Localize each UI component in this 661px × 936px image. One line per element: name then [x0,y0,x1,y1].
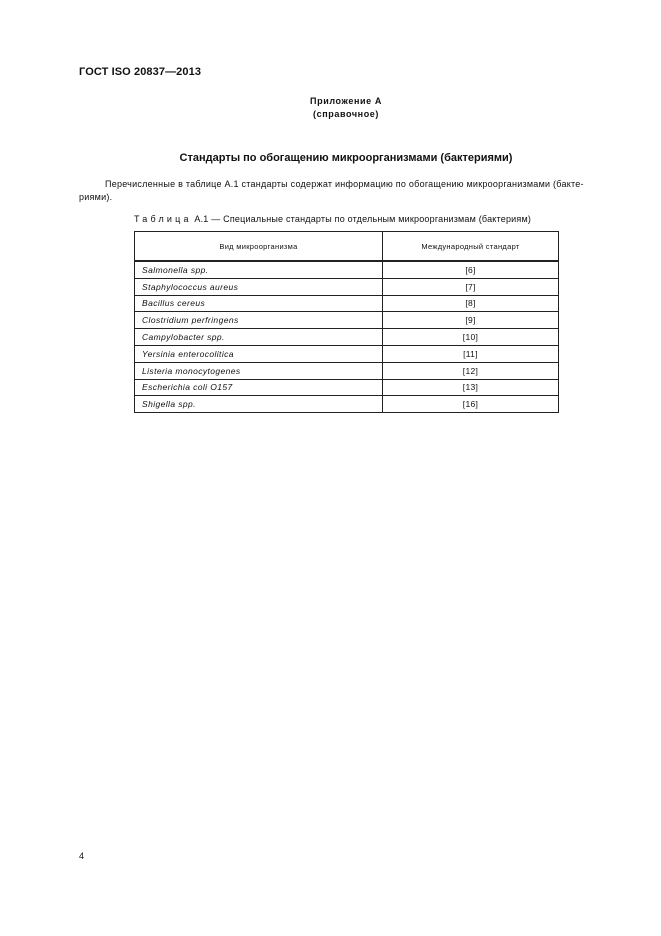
organism-cell: Salmonella spp. [135,261,383,278]
organism-cell: Campylobacter spp. [135,329,383,346]
intro-line-2: риями). [79,192,113,202]
table-caption-text: А.1 — Специальные стандарты по отдельным микроорганизмам (бактериям) [194,214,532,224]
table-row [135,345,559,362]
table-caption [134,214,531,224]
table-row [135,396,559,413]
table-row [135,379,559,396]
organism-cell: Listeria monocytogenes [135,362,383,379]
table-row [135,278,559,295]
organism-cell: Shigella spp. [135,396,383,413]
standard-ref-cell: [13] [383,379,559,396]
organism-cell: Yersinia enterocolitica [135,345,383,362]
table-caption-prefix: Таблица [134,214,192,224]
standard-ref-cell: [6] [383,261,559,278]
organism-cell: Bacillus cereus [135,295,383,312]
standard-ref-cell: [8] [383,295,559,312]
standard-ref-cell: [12] [383,362,559,379]
column-header-organism: Вид микроорганизма [135,232,383,262]
table-row [135,261,559,278]
organism-cell: Escherichia coli O157 [135,379,383,396]
annex-title: Приложение А [310,96,382,106]
annex-subtitle: (справочное) [313,109,379,119]
table-row [135,295,559,312]
column-header-standard: Международный стандарт [383,232,559,262]
standard-ref-cell: [11] [383,345,559,362]
table-row [135,312,559,329]
standards-table [134,231,559,413]
page-number: 4 [79,851,85,861]
standard-ref-cell: [9] [383,312,559,329]
document-code: ГОСТ ISO 20837—2013 [79,66,202,78]
intro-paragraph [79,178,615,204]
standard-ref-cell: [16] [383,396,559,413]
organism-cell: Clostridium perfringens [135,312,383,329]
table-row [135,329,559,346]
section-title: Стандарты по обогащению микроорганизмами (бактериями) [179,152,513,164]
intro-line-1: Перечисленные в таблице А.1 стандарты содержат информацию по обогащению микроорганизмами (бакте- [105,179,584,189]
table-row [135,362,559,379]
table-header-row [135,232,559,262]
annex-heading [0,95,661,121]
organism-cell: Staphylococcus aureus [135,278,383,295]
standard-ref-cell: [7] [383,278,559,295]
standard-ref-cell: [10] [383,329,559,346]
